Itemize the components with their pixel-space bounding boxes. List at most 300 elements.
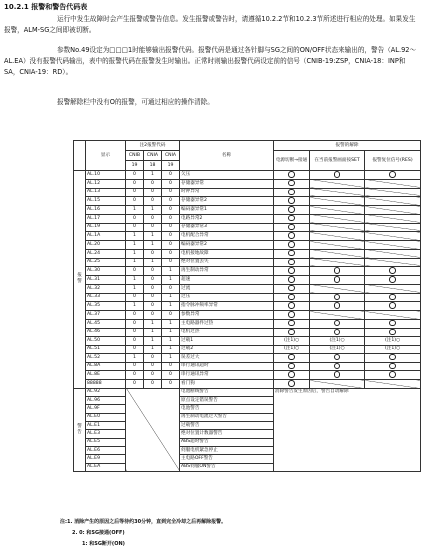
reset-cell	[310, 311, 365, 320]
alarm-display: AL.16	[86, 206, 126, 215]
reset-cell: (注1)○	[310, 337, 365, 345]
code-cnib: 0	[126, 188, 144, 197]
alarm-display: AL.30	[86, 267, 126, 276]
pin-18-header: 18	[144, 161, 162, 171]
clear-mark	[288, 311, 295, 318]
alarm-display: AL.12	[86, 179, 126, 188]
clear-mark	[334, 354, 341, 361]
table-row	[74, 206, 421, 215]
code-cnia2: 0	[162, 241, 180, 250]
reset-cell	[365, 179, 421, 188]
code-cnia: 1	[144, 206, 162, 215]
intro-paragraph: 运行中发生故障时会产生报警或警告信息。发生报警或警告时，请遵循10.2.2节和10.2.3节所述进行相应的处理。如果发生报警，ALM-SG之间即被切断。	[4, 15, 416, 34]
table-row	[74, 388, 421, 396]
reset-cell	[310, 214, 365, 223]
alarm-name: 误差过大	[180, 353, 274, 362]
reset-cell	[365, 353, 421, 362]
code-cnib: 1	[126, 302, 144, 311]
code-cnia2: 1	[162, 276, 180, 285]
col-reset-header: 报警的解除	[274, 141, 421, 151]
reset-cell	[365, 214, 421, 223]
reset-cell	[365, 371, 421, 380]
reset-cell	[310, 197, 365, 206]
alarm-display: AL.31	[86, 276, 126, 285]
code-cnia2: 1	[162, 353, 180, 362]
code-cnia: 1	[144, 345, 162, 353]
reset-cell	[365, 223, 421, 232]
reset-cell	[310, 302, 365, 311]
reset-cell	[365, 241, 421, 250]
clear-mark	[288, 276, 295, 283]
code-cnib: 0	[126, 328, 144, 337]
col-res-header: 报警复位信号(RES)	[365, 151, 421, 171]
alarm-name: 主电路器件过热	[180, 319, 274, 328]
alarm-name: 过压	[180, 293, 274, 302]
alarm-name: 看门狗	[180, 380, 274, 389]
reset-cell	[274, 380, 310, 389]
alarm-display: AL.46	[86, 328, 126, 337]
reset-cell	[365, 188, 421, 197]
code-cnia: 0	[144, 302, 162, 311]
reset-cell	[310, 171, 365, 180]
table-row	[74, 293, 421, 302]
code-cnia2: 1	[162, 267, 180, 276]
table-row	[74, 197, 421, 206]
reset-cell	[310, 362, 365, 371]
reset-cell	[310, 241, 365, 250]
alarm-name: 编码器异常1	[180, 206, 274, 215]
warning-display: AL.E5	[86, 438, 126, 446]
code-cnia: 0	[144, 179, 162, 188]
table-row	[74, 258, 421, 267]
table-row	[74, 232, 421, 241]
table-row	[74, 188, 421, 197]
clear-mark	[288, 171, 295, 178]
reset-cell	[274, 214, 310, 223]
code-cnia: 1	[144, 337, 162, 345]
reset-cell	[274, 284, 310, 293]
table-row	[74, 337, 421, 345]
table-row	[74, 276, 421, 285]
code-cnia2: 1	[162, 302, 180, 311]
alarm-name: 过载2	[180, 345, 274, 353]
reset-cell	[274, 353, 310, 362]
table-row	[74, 284, 421, 293]
reset-cell	[310, 380, 365, 389]
clear-mark	[288, 294, 295, 301]
warning-display: AL.92	[86, 388, 126, 396]
code-cnia2: 0	[162, 206, 180, 215]
code-cnib: 0	[126, 223, 144, 232]
col-cnia-header: CNIA	[144, 151, 162, 161]
code-cnib: 1	[126, 276, 144, 285]
table-row	[74, 353, 421, 362]
table-row	[74, 311, 421, 320]
code-cnia: 1	[144, 241, 162, 250]
alarm-name: 存储器异常3	[180, 223, 274, 232]
alarm-code-paragraph: 参数No.49设定为□□□1时能够输出报警代码。报警代码是通过各针脚与SG之间的ON/OFF状态来输出的，警告（AL.92～AL.EA）没有报警代码输出，表中的报警代码在报警发生时输出。正常时则输出报警代码设定前的信号（CNIB-19:ZSP，CNIA-18：INP和SA，CNIA-19：RD）。	[4, 46, 417, 76]
warning-name: 原点设定错误警告	[180, 397, 274, 405]
code-cnib: 0	[126, 319, 144, 328]
alarm-display: AL.1A	[86, 232, 126, 241]
reset-cell	[310, 232, 365, 241]
alarm-display: AL.37	[86, 311, 126, 320]
clear-mark	[288, 320, 295, 327]
clear-mark	[288, 354, 295, 361]
alarm-name: 电机接地故障	[180, 249, 274, 258]
clear-mark	[334, 320, 341, 327]
code-cnia2: 0	[162, 380, 180, 389]
code-cnia2: 0	[162, 258, 180, 267]
reset-cell	[365, 328, 421, 337]
warning-name: 主电路OFF警告	[180, 455, 274, 463]
table-row	[74, 362, 421, 371]
reset-cell	[365, 311, 421, 320]
warning-name: 过载警告	[180, 422, 274, 430]
code-cnia: 0	[144, 293, 162, 302]
clear-mark	[288, 285, 295, 292]
code-cnia: 1	[144, 171, 162, 180]
reset-cell	[310, 267, 365, 276]
table-row	[74, 319, 421, 328]
code-cnia2: 0	[162, 362, 180, 371]
code-cnib: 1	[126, 206, 144, 215]
clear-mark	[389, 276, 396, 283]
note-3: 1: 和SG断开(ON)	[82, 541, 125, 547]
warning-display: AL.9F	[86, 405, 126, 413]
reset-cell	[274, 276, 310, 285]
code-cnia: 0	[144, 362, 162, 371]
code-cnia2: 1	[162, 328, 180, 337]
code-cnia2: 0	[162, 179, 180, 188]
reset-cell	[274, 241, 310, 250]
reset-cell	[365, 293, 421, 302]
code-cnib: 0	[126, 179, 144, 188]
reset-cell	[274, 311, 310, 320]
code-cnib: 0	[126, 197, 144, 206]
clear-mark	[389, 267, 396, 274]
code-cnia: 1	[144, 232, 162, 241]
alarm-name: 电机过热	[180, 328, 274, 337]
col-code-header: 注2报警代码	[126, 141, 180, 151]
reset-cell: (注1)○	[365, 345, 421, 353]
reset-cell	[365, 197, 421, 206]
alarm-display: AL.45	[86, 319, 126, 328]
alarm-name: 编码器异常2	[180, 241, 274, 250]
code-cnib: 0	[126, 311, 144, 320]
clear-mark	[389, 371, 396, 378]
group-alarm-label: 报警	[74, 171, 86, 389]
clear-mark	[288, 363, 295, 370]
table-row	[74, 328, 421, 337]
reset-cell	[274, 362, 310, 371]
reset-paragraph: 报警解除栏中没有O的报警，可通过相应的操作清除。	[57, 98, 214, 106]
pin-19-header: 19	[126, 161, 144, 171]
reset-cell	[274, 179, 310, 188]
warning-name: 电池警告	[180, 405, 274, 413]
code-cnia: 0	[144, 197, 162, 206]
note-2: 2. 0: 和SG接通(OFF)	[72, 530, 125, 536]
code-cnia2: 0	[162, 284, 180, 293]
table-row	[74, 345, 421, 353]
alarm-display: 88888	[86, 380, 126, 389]
reset-cell	[310, 179, 365, 188]
code-cnia: 0	[144, 353, 162, 362]
code-cnia2: 0	[162, 232, 180, 241]
reset-cell	[310, 258, 365, 267]
alarm-display: AL.19	[86, 223, 126, 232]
alarm-display: AL.24	[86, 249, 126, 258]
alarm-name: 过载1	[180, 337, 274, 345]
alarm-name: 时钟异常	[180, 188, 274, 197]
reset-cell	[274, 197, 310, 206]
code-cnib: 1	[126, 249, 144, 258]
alarm-display: AL.32	[86, 284, 126, 293]
reset-cell	[274, 232, 310, 241]
warning-name: 绝对位置计数器警告	[180, 430, 274, 438]
clear-mark	[389, 302, 396, 309]
alarm-display: AL.13	[86, 188, 126, 197]
reset-cell	[310, 319, 365, 328]
code-cnib: 1	[126, 232, 144, 241]
reset-cell	[310, 353, 365, 362]
clear-mark	[288, 232, 295, 239]
clear-mark	[389, 354, 396, 361]
alarm-name: 参数异常	[180, 311, 274, 320]
clear-mark	[389, 363, 396, 370]
code-cnia2: 0	[162, 223, 180, 232]
clear-mark	[288, 250, 295, 257]
clear-mark	[288, 267, 295, 274]
clear-mark	[288, 371, 295, 378]
alarm-display: AL.8E	[86, 371, 126, 380]
warning-display: AL.EA	[86, 463, 126, 471]
reset-cell	[365, 284, 421, 293]
reset-cell	[310, 293, 365, 302]
col-name-header: 名称	[180, 141, 274, 171]
table-row	[74, 179, 421, 188]
reset-cell	[365, 380, 421, 389]
code-cnib: 0	[126, 214, 144, 223]
alarm-display: AL.20	[86, 241, 126, 250]
warning-reset-note: 消除警告发生原因后，警告自动解除	[274, 388, 421, 471]
clear-mark	[288, 215, 295, 222]
warning-display: AL.E3	[86, 430, 126, 438]
clear-mark	[334, 294, 341, 301]
code-cnia: 0	[144, 380, 162, 389]
code-cnia2: 0	[162, 171, 180, 180]
reset-cell	[274, 267, 310, 276]
warning-display: AL.E1	[86, 422, 126, 430]
alarm-name: 超速	[180, 276, 274, 285]
clear-mark	[334, 363, 341, 370]
warning-name: 再生制动电流过大警告	[180, 413, 274, 421]
table-row	[74, 171, 421, 180]
reset-cell	[365, 267, 421, 276]
code-cnib: 0	[126, 345, 144, 353]
code-cnib: 1	[126, 258, 144, 267]
note-1: 注:1. 消除产生的原因之后等待约30分钟，直到完全冷却之后再解除报警。	[60, 519, 227, 525]
alarm-name: 过流	[180, 284, 274, 293]
code-cnia2: 0	[162, 197, 180, 206]
warning-name: ABS伺服ON警告	[180, 463, 274, 471]
code-cnia: 0	[144, 249, 162, 258]
code-cnib: 1	[126, 284, 144, 293]
col-power-header: 电源切断→接通	[274, 151, 310, 171]
code-cnib: 0	[126, 171, 144, 180]
clear-mark	[288, 302, 295, 309]
alarm-name: 存储器异常2	[180, 197, 274, 206]
reset-cell	[274, 258, 310, 267]
clear-mark	[389, 329, 396, 336]
table-row	[74, 214, 421, 223]
reset-cell	[310, 249, 365, 258]
warning-name: 电池断线警告	[180, 388, 274, 396]
alarm-name: 再生制动异常	[180, 267, 274, 276]
code-cnib: 0	[126, 362, 144, 371]
clear-mark	[288, 259, 295, 266]
table-row	[74, 241, 421, 250]
clear-mark	[334, 171, 341, 178]
reset-cell	[274, 249, 310, 258]
alarm-name: 存储器异常	[180, 179, 274, 188]
code-cnia2: 1	[162, 337, 180, 345]
reset-cell: (注1)○	[274, 345, 310, 353]
reset-cell	[310, 284, 365, 293]
reset-cell	[365, 302, 421, 311]
alarm-name: 绝对位置丢失	[180, 258, 274, 267]
table-row	[74, 302, 421, 311]
code-cnib: 0	[126, 293, 144, 302]
code-cnia2: 1	[162, 293, 180, 302]
alarm-name: 串行通讯超时	[180, 362, 274, 371]
table-row	[74, 249, 421, 258]
clear-mark	[288, 380, 295, 387]
clear-mark	[288, 329, 295, 336]
clear-mark	[288, 241, 295, 248]
warning-display: AL.E6	[86, 446, 126, 454]
clear-mark	[334, 302, 341, 309]
warning-display: AL.96	[86, 397, 126, 405]
code-cnib: 0	[126, 380, 144, 389]
code-cnia: 1	[144, 258, 162, 267]
no-code-cell	[126, 388, 180, 471]
alarm-code-table	[73, 140, 421, 472]
pin-19b-header: 19	[162, 161, 180, 171]
table-row	[74, 371, 421, 380]
code-cnia2: 0	[162, 214, 180, 223]
alarm-name: 指令脉冲频率异常	[180, 302, 274, 311]
clear-mark	[389, 294, 396, 301]
warning-display: AL.E0	[86, 413, 126, 421]
clear-mark	[389, 320, 396, 327]
code-cnib: 0	[126, 337, 144, 345]
reset-cell	[365, 171, 421, 180]
code-cnia: 0	[144, 276, 162, 285]
code-cnib: 0	[126, 371, 144, 380]
reset-cell	[310, 223, 365, 232]
reset-cell: (注1)○	[274, 337, 310, 345]
code-cnia2: 0	[162, 249, 180, 258]
reset-cell	[274, 302, 310, 311]
code-cnia: 0	[144, 311, 162, 320]
table-row	[74, 223, 421, 232]
reset-cell	[310, 276, 365, 285]
code-cnia: 0	[144, 284, 162, 293]
code-cnia2: 0	[162, 311, 180, 320]
code-cnia2: 1	[162, 345, 180, 353]
code-cnia: 1	[144, 319, 162, 328]
reset-cell	[274, 171, 310, 180]
warning-name: ABS超时警告	[180, 438, 274, 446]
col-set-header: 在当前报警画面按SET	[310, 151, 365, 171]
clear-mark	[288, 224, 295, 231]
code-cnia: 0	[144, 371, 162, 380]
clear-mark	[334, 371, 341, 378]
alarm-display: AL.8A	[86, 362, 126, 371]
reset-cell	[274, 223, 310, 232]
section-heading: 10.2.1 报警和警告代码表	[4, 3, 88, 11]
code-cnia2: 0	[162, 188, 180, 197]
code-cnia2: 1	[162, 319, 180, 328]
reset-cell	[365, 362, 421, 371]
alarm-display: AL.17	[86, 214, 126, 223]
clear-mark	[334, 329, 341, 336]
warning-name: 伺服电机紧急停止	[180, 446, 274, 454]
reset-cell	[274, 206, 310, 215]
table-row	[74, 267, 421, 276]
code-cnib: 1	[126, 353, 144, 362]
clear-mark	[334, 276, 341, 283]
reset-cell	[274, 293, 310, 302]
group-warning-label: 警告	[74, 388, 86, 471]
reset-cell	[274, 371, 310, 380]
alarm-display: AL.52	[86, 353, 126, 362]
clear-mark	[389, 171, 396, 178]
clear-mark	[288, 206, 295, 213]
alarm-name: 欠压	[180, 171, 274, 180]
reset-cell	[365, 319, 421, 328]
clear-mark	[288, 189, 295, 196]
alarm-display: AL.50	[86, 337, 126, 345]
alarm-name: 电机配合异常	[180, 232, 274, 241]
code-cnib: 1	[126, 241, 144, 250]
alarm-display: AL.25	[86, 258, 126, 267]
code-cnia: 0	[144, 188, 162, 197]
table-row	[74, 380, 421, 389]
clear-mark	[288, 180, 295, 187]
code-cnia: 0	[144, 214, 162, 223]
code-cnib: 0	[126, 267, 144, 276]
alarm-name: 电路异常2	[180, 214, 274, 223]
alarm-display: AL.35	[86, 302, 126, 311]
alarm-display: AL.51	[86, 345, 126, 353]
reset-cell	[365, 249, 421, 258]
reset-cell	[274, 319, 310, 328]
reset-cell	[310, 206, 365, 215]
code-cnia: 0	[144, 267, 162, 276]
code-cnia2: 0	[162, 371, 180, 380]
col-display-header: 显示	[86, 141, 126, 171]
alarm-display: AL.15	[86, 197, 126, 206]
reset-cell	[365, 276, 421, 285]
reset-cell	[365, 206, 421, 215]
alarm-display: AL.10	[86, 171, 126, 180]
alarm-name: 串行通讯异常	[180, 371, 274, 380]
reset-cell: (注1)○	[365, 337, 421, 345]
col-cnia2-header: CNIA	[162, 151, 180, 161]
reset-cell	[274, 328, 310, 337]
